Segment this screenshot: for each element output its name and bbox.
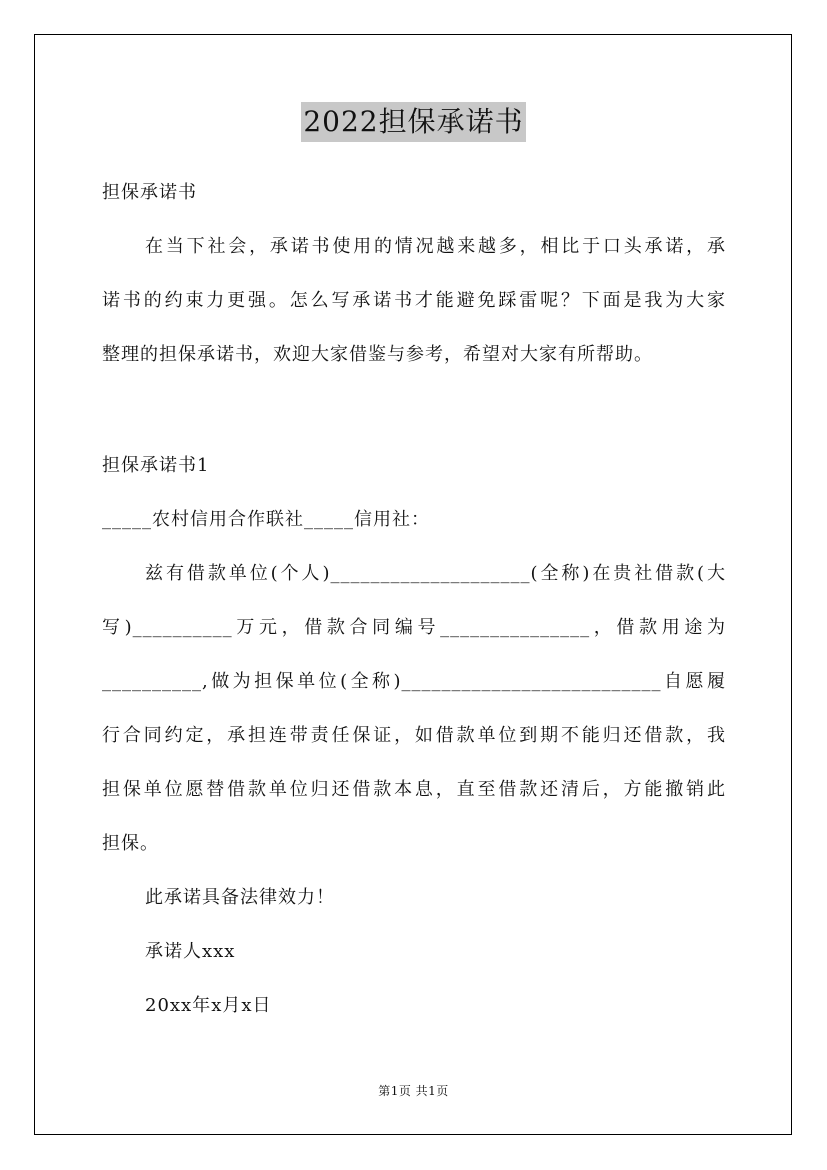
title-container: [0, 102, 827, 142]
body-paragraph-line-1: 兹有借款单位(个人)____________________(全称)在贵社借款(大: [145, 563, 726, 584]
body-paragraph-line-5: 担保单位愿替借款单位归还借款本息，直至借款还清后，方能撤销此: [102, 779, 726, 800]
intro-paragraph-line-1: 在当下社会，承诺书使用的情况越来越多，相比于口头承诺，承: [145, 236, 726, 257]
promisor-signature: 承诺人xxx: [145, 941, 236, 962]
page-number-footer: 第1页 共1页: [378, 1084, 449, 1098]
body-paragraph-line-2: 写)__________万元，借款合同编号_______________，借款用途为: [102, 617, 726, 638]
body-paragraph-line-3: __________,做为担保单位(全称)__________________________自愿履: [102, 671, 726, 692]
body-paragraph-line-4: 行合同约定，承担连带责任保证，如借款单位到期不能归还借款，我: [102, 725, 726, 746]
body-paragraph-line-6: 担保。: [102, 833, 159, 854]
signature-date: 20xx年x月x日: [145, 995, 272, 1016]
section-heading-1: 担保承诺书1: [102, 455, 210, 476]
intro-paragraph-line-2: 诺书的约束力更强。怎么写承诺书才能避免踩雷呢？下面是我为大家: [102, 290, 726, 311]
addressee-line: _____农村信用合作联社_____信用社：: [102, 509, 430, 530]
intro-paragraph-line-3: 整理的担保承诺书，欢迎大家借鉴与参考，希望对大家有所帮助。: [102, 344, 653, 365]
legal-effect-statement: 此承诺具备法律效力！: [145, 887, 335, 908]
section-heading-intro: 担保承诺书: [102, 182, 197, 203]
document-title: 2022担保承诺书: [301, 102, 525, 142]
